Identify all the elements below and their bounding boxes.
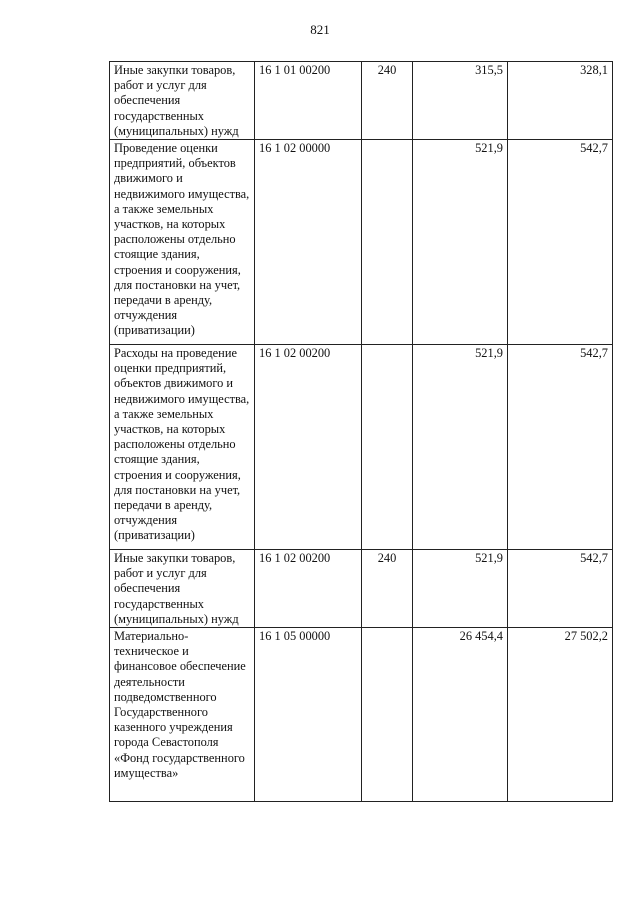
expense-name-cell: Иные закупки товаров, работ и услуг для обеспечения государственных (муниципальных) нужд <box>110 550 255 628</box>
amount-year2-cell: 27 502,2 <box>508 628 613 802</box>
amount-year2-cell: 542,7 <box>508 550 613 628</box>
expense-name-cell: Материально-техническое и финансовое обеспечение деятельности подведомственного Государственного казенного учреждения города Севастополя «Фонд государственного имущества» <box>110 628 255 802</box>
amount-year2-cell: 542,7 <box>508 140 613 345</box>
table-row <box>110 345 613 550</box>
expense-type-cell: 240 <box>362 62 413 140</box>
amount-year1-cell: 26 454,4 <box>413 628 508 802</box>
expense-name-cell: Проведение оценки предприятий, объектов движимого и недвижимого имущества, а также земельных участков, на которых расположены отдельно стоящие здания, строения и сооружения, для постановки на учет, передачи в аренду, отчуждения (приватизации) <box>110 140 255 345</box>
amount-year1-cell: 521,9 <box>413 345 508 550</box>
expense-type-cell <box>362 628 413 802</box>
expense-type-cell <box>362 140 413 345</box>
expense-type-cell <box>362 345 413 550</box>
amount-year2-cell: 542,7 <box>508 345 613 550</box>
target-code-cell: 16 1 01 00200 <box>255 62 362 140</box>
table-row <box>110 628 613 802</box>
budget-table <box>109 61 613 802</box>
target-code-cell: 16 1 02 00200 <box>255 345 362 550</box>
expense-type-cell: 240 <box>362 550 413 628</box>
amount-year2-cell: 328,1 <box>508 62 613 140</box>
amount-year1-cell: 521,9 <box>413 140 508 345</box>
page-number: 821 <box>310 22 330 37</box>
amount-year1-cell: 521,9 <box>413 550 508 628</box>
table-row <box>110 62 613 140</box>
expense-name-cell: Иные закупки товаров, работ и услуг для обеспечения государственных (муниципальных) нужд <box>110 62 255 140</box>
table-row <box>110 550 613 628</box>
target-code-cell: 16 1 02 00000 <box>255 140 362 345</box>
expense-name-cell: Расходы на проведение оценки предприятий, объектов движимого и недвижимого имущества, а также земельных участков, на которых расположены отдельно стоящие здания, строения и сооружения, для постановки на учет, передачи в аренду, отчуждения (приватизации) <box>110 345 255 550</box>
table-row <box>110 140 613 345</box>
target-code-cell: 16 1 02 00200 <box>255 550 362 628</box>
target-code-cell: 16 1 05 00000 <box>255 628 362 802</box>
amount-year1-cell: 315,5 <box>413 62 508 140</box>
